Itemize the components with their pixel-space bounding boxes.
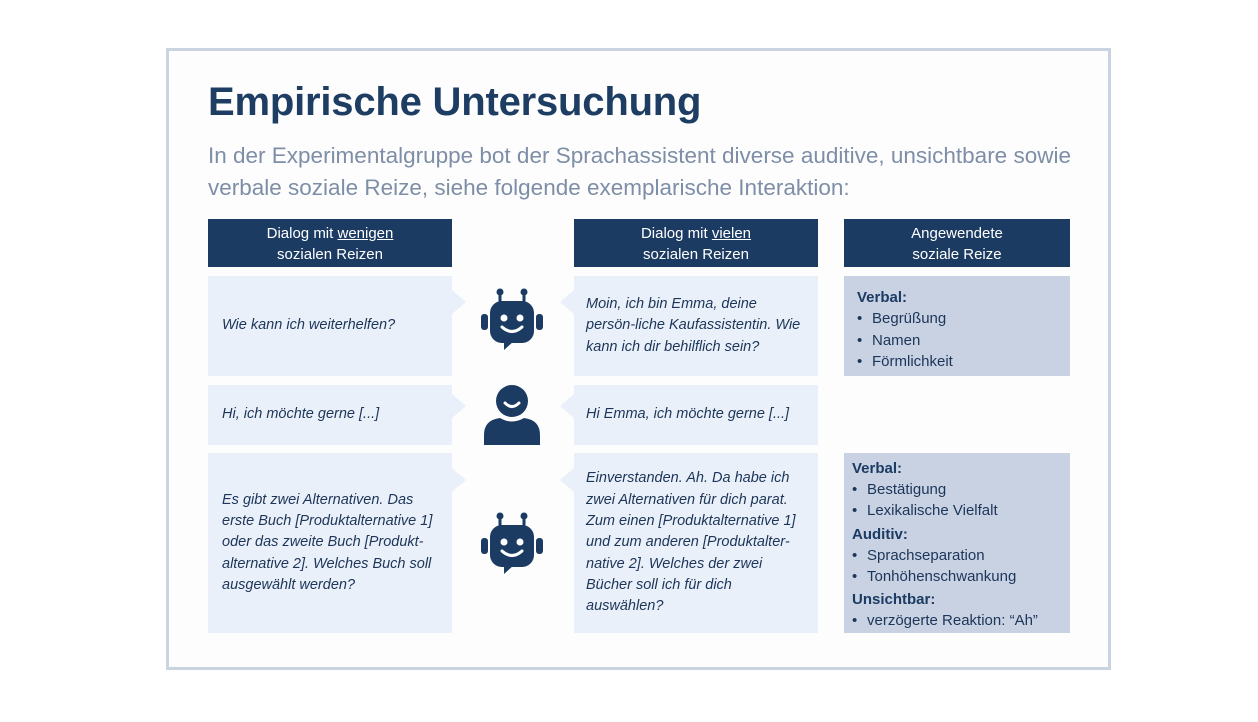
header-few-emphasis: wenigen (337, 225, 394, 242)
bubble-tail (452, 468, 466, 492)
bubble-few-2: Hi, ich möchte gerne [...] (208, 385, 452, 445)
stimulus-item: • Begrüßung (857, 308, 1070, 329)
stimulus-item: • Förmlichkeit (857, 351, 1070, 372)
bubble-tail (560, 290, 574, 314)
bubble-tail (560, 468, 574, 492)
stimuli-box-2: Verbal: • Bestätigung • Lexikalische Vielfalt Auditiv: • Sprachseparation • Tonhöhenschwankung Unsichtbar: • verzögerte Reaktion: “Ah” (844, 453, 1070, 633)
bubble-few-3: Es gibt zwei Alternativen. Das erste Buch [Produktalternative 1] oder das zweite Buch [Produkt-alternative 2]. Welches Buch soll ausgewählt werden? (208, 453, 452, 633)
header-applied-stimuli: Angewendete soziale Reize (844, 219, 1070, 267)
bubble-tail (452, 290, 466, 314)
robot-icon (480, 511, 544, 575)
page-title: Empirische Untersuchung (208, 80, 702, 124)
header-many-stimuli: Dialog mit vielen sozialen Reizen (574, 219, 818, 267)
stimuli-box-1: Verbal: • Begrüßung • Namen • Förmlichkeit (844, 276, 1070, 376)
bubble-many-2: Hi Emma, ich möchte gerne [...] (574, 385, 818, 445)
stimulus-item: • verzögerte Reaktion: “Ah” (852, 610, 1070, 631)
header-few-stimuli: Dialog mit wenigen sozialen Reizen (208, 219, 452, 267)
stimulus-item: • Namen (857, 330, 1070, 351)
stimulus-item: • Sprachseparation (852, 545, 1070, 566)
bubble-few-1: Wie kann ich weiterhelfen? (208, 276, 452, 376)
page-subtitle: In der Experimentalgruppe bot der Sprachassistent diverse auditive, unsichtbare sowie verbale soziale Reize, siehe folgende exemplarische Interaktion: (208, 143, 1071, 200)
robot-icon (480, 287, 544, 351)
user-icon (482, 383, 542, 445)
stimulus-item: • Bestätigung (852, 479, 1070, 500)
stimulus-item: • Lexikalische Vielfalt (852, 500, 1070, 521)
header-many-emphasis: vielen (711, 225, 752, 242)
bubble-tail (452, 394, 466, 418)
bubble-tail (560, 394, 574, 418)
bubble-many-3: Einverstanden. Ah. Da habe ich zwei Alternativen für dich parat. Zum einen [Produktalternative 1] und zum anderen [Produktalter-native 2]. Welches der zwei Bücher soll ich für dich auswählen? (574, 453, 818, 633)
bubble-many-1: Moin, ich bin Emma, deine persön-liche Kaufassistentin. Wie kann ich dir behilflich sein? (574, 276, 818, 376)
stimulus-item: • Tonhöhenschwankung (852, 566, 1070, 587)
